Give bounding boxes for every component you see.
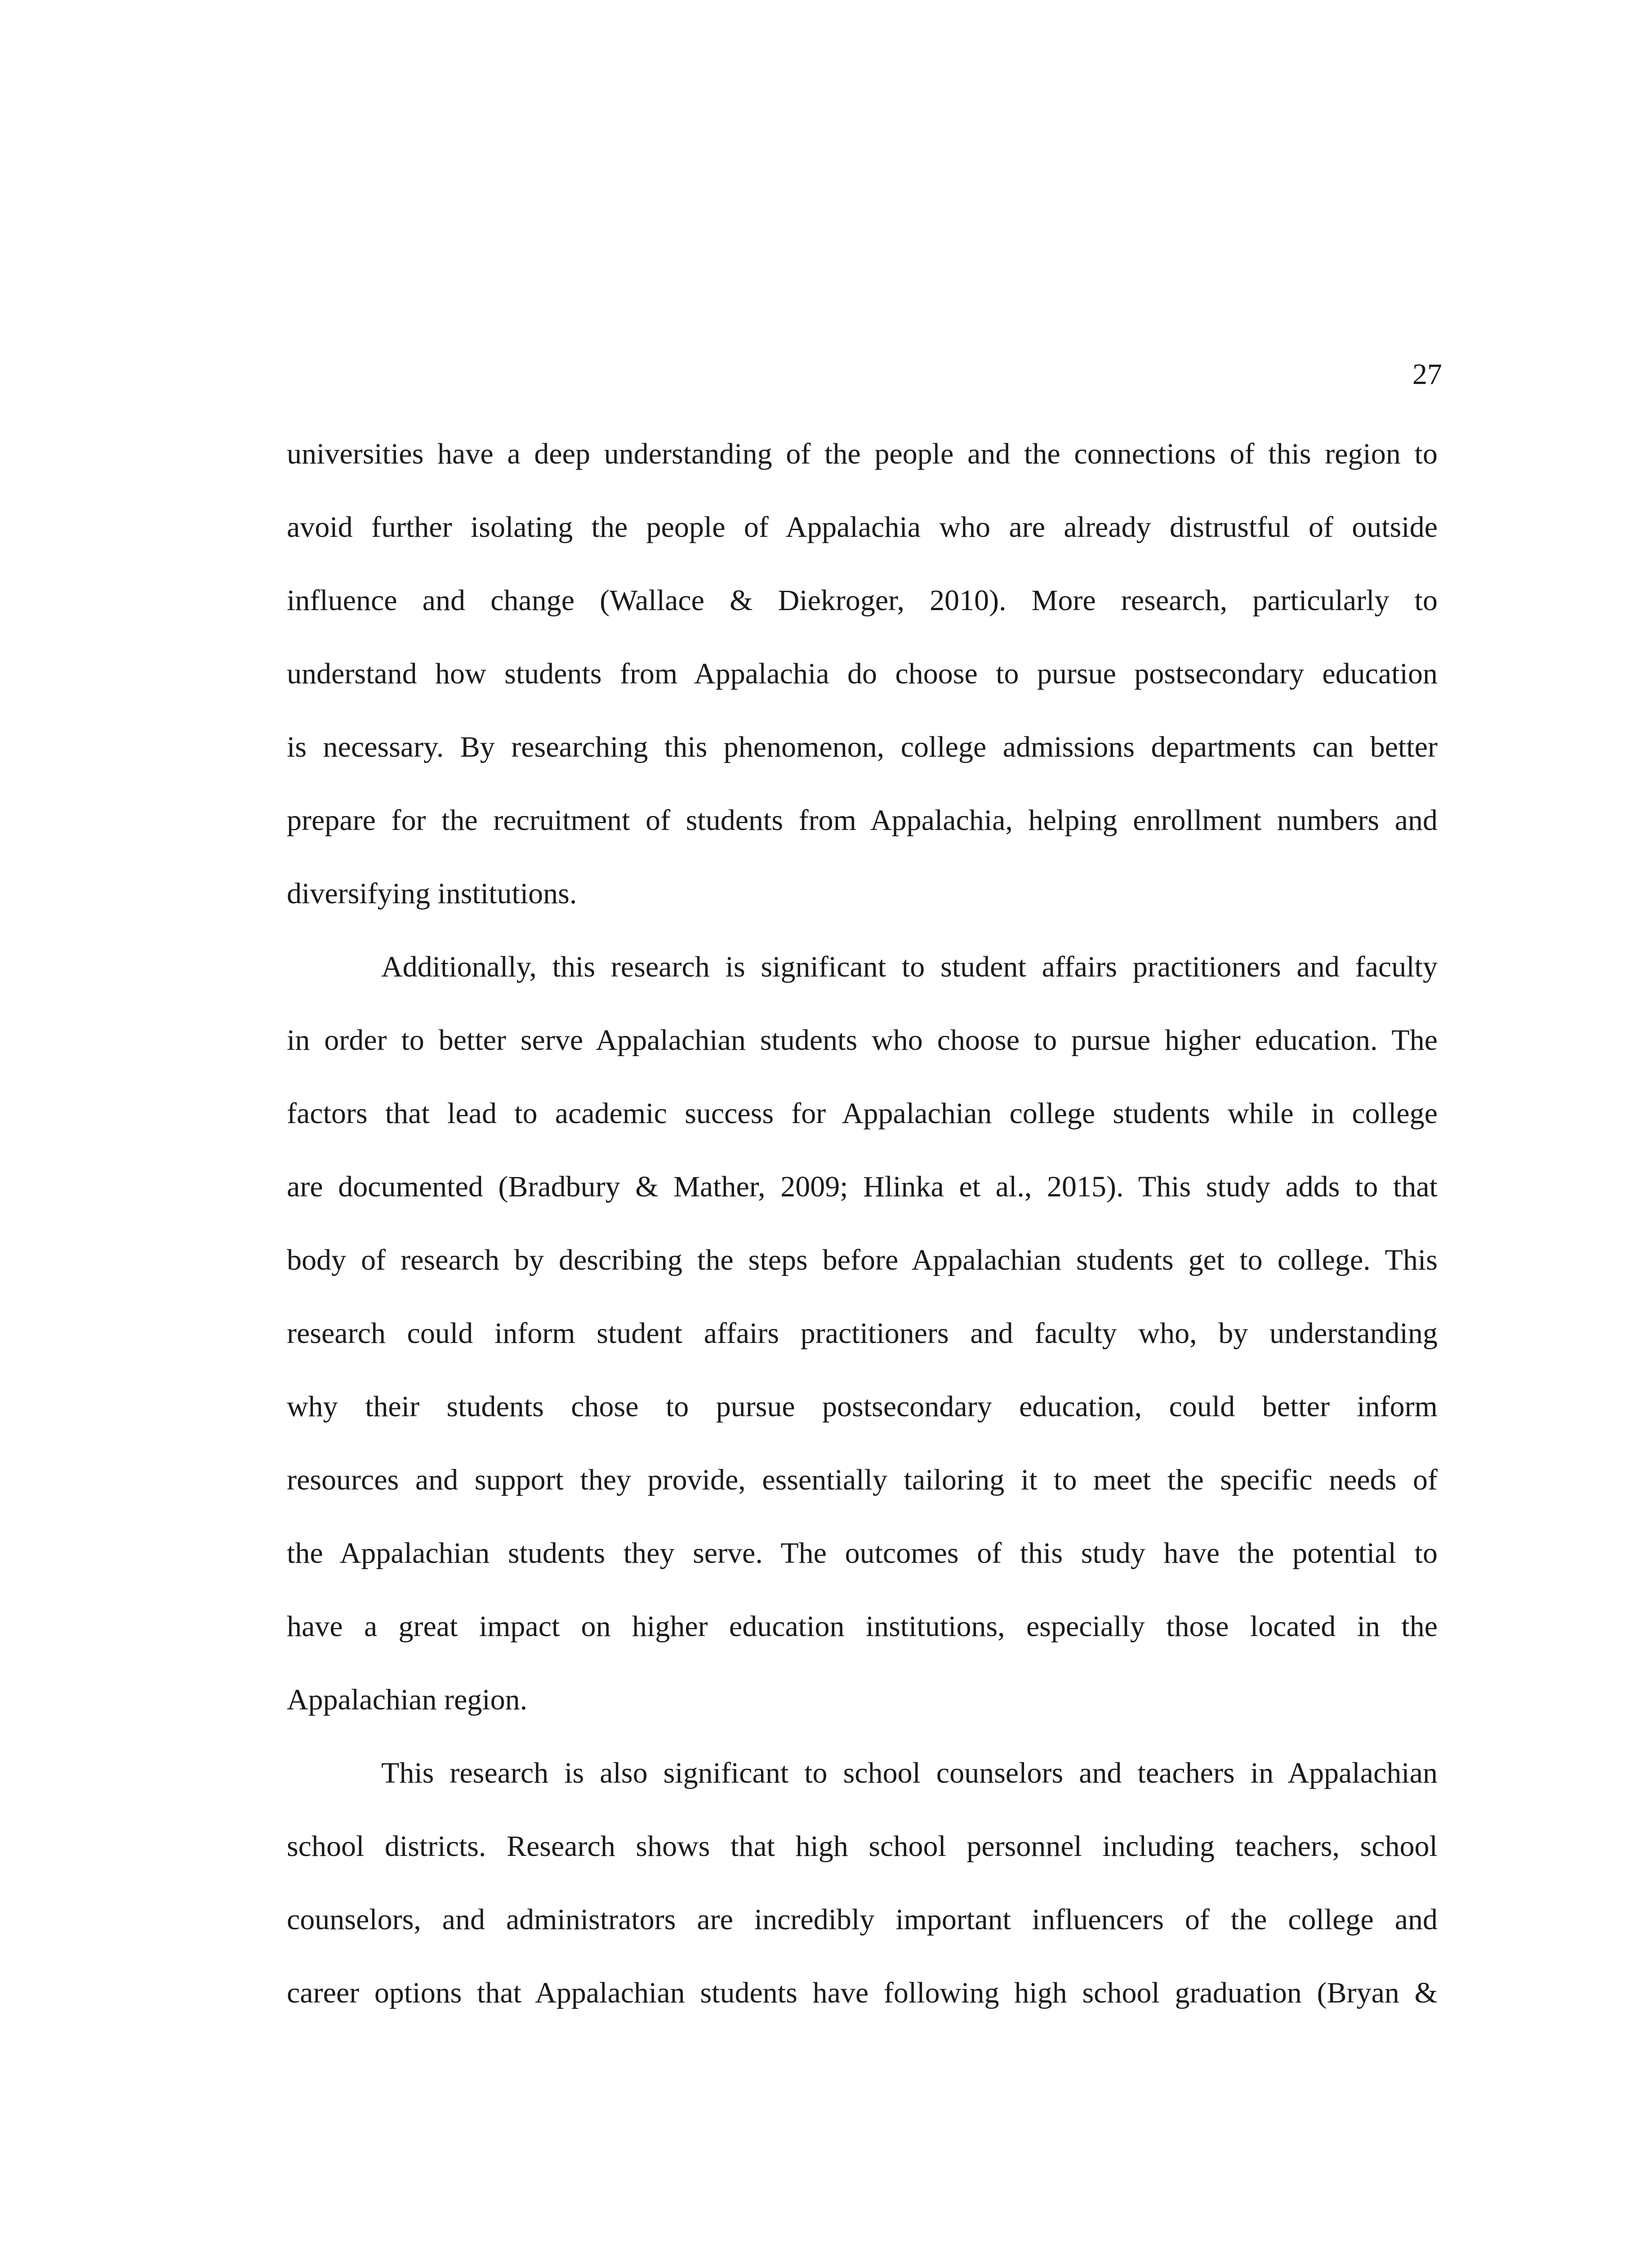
text-line: This research is also significant to school counselors and teachers in Appalachian: [381, 1757, 1438, 1789]
text-line: have a great impact on higher education institutions, especially those located in the: [287, 1610, 1438, 1643]
text-line: research could inform student affairs practitioners and faculty who, by understanding: [287, 1317, 1438, 1350]
text-line: prepare for the recruitment of students from Appalachia, helping enrollment numbers and: [287, 804, 1438, 837]
text-line: understand how students from Appalachia do choose to pursue postsecondary education: [287, 657, 1438, 690]
body-text: [287, 432, 1438, 2044]
text-line: diversifying institutions.: [287, 877, 577, 910]
text-line: career options that Appalachian students have following high school graduation (Bryan &: [287, 1976, 1438, 2009]
paragraph-3: [287, 1751, 1438, 2044]
text-line: resources and support they provide, essentially tailoring it to meet the specific needs of: [287, 1463, 1438, 1496]
text-line: why their students chose to pursue postsecondary education, could better inform: [287, 1390, 1438, 1423]
paragraph-1: [287, 432, 1438, 945]
page-number: 27: [1412, 358, 1442, 391]
text-line: in order to better serve Appalachian students who choose to pursue higher education. The: [287, 1024, 1438, 1057]
text-line: school districts. Research shows that high school personnel including teachers, school: [287, 1830, 1438, 1863]
text-line: influence and change (Wallace & Diekroger, 2010). More research, particularly to: [287, 584, 1438, 617]
paragraph-2: [287, 945, 1438, 1751]
text-line: avoid further isolating the people of Appalachia who are already distrustful of outside: [287, 511, 1438, 544]
text-line: factors that lead to academic success for Appalachian college students while in college: [287, 1097, 1438, 1130]
text-line: body of research by describing the steps before Appalachian students get to college. This: [287, 1244, 1438, 1276]
text-line: are documented (Bradbury & Mather, 2009; Hlinka et al., 2015). This study adds to that: [287, 1170, 1438, 1203]
text-line: counselors, and administrators are incredibly important influencers of the college and: [287, 1903, 1438, 1936]
text-line: is necessary. By researching this phenomenon, college admissions departments can better: [287, 731, 1438, 763]
text-line: the Appalachian students they serve. The outcomes of this study have the potential to: [287, 1537, 1438, 1570]
text-line: Additionally, this research is significant to student affairs practitioners and faculty: [381, 950, 1438, 983]
text-line: Appalachian region.: [287, 1683, 528, 1716]
text-line: universities have a deep understanding of the people and the connections of this region to: [287, 437, 1438, 470]
